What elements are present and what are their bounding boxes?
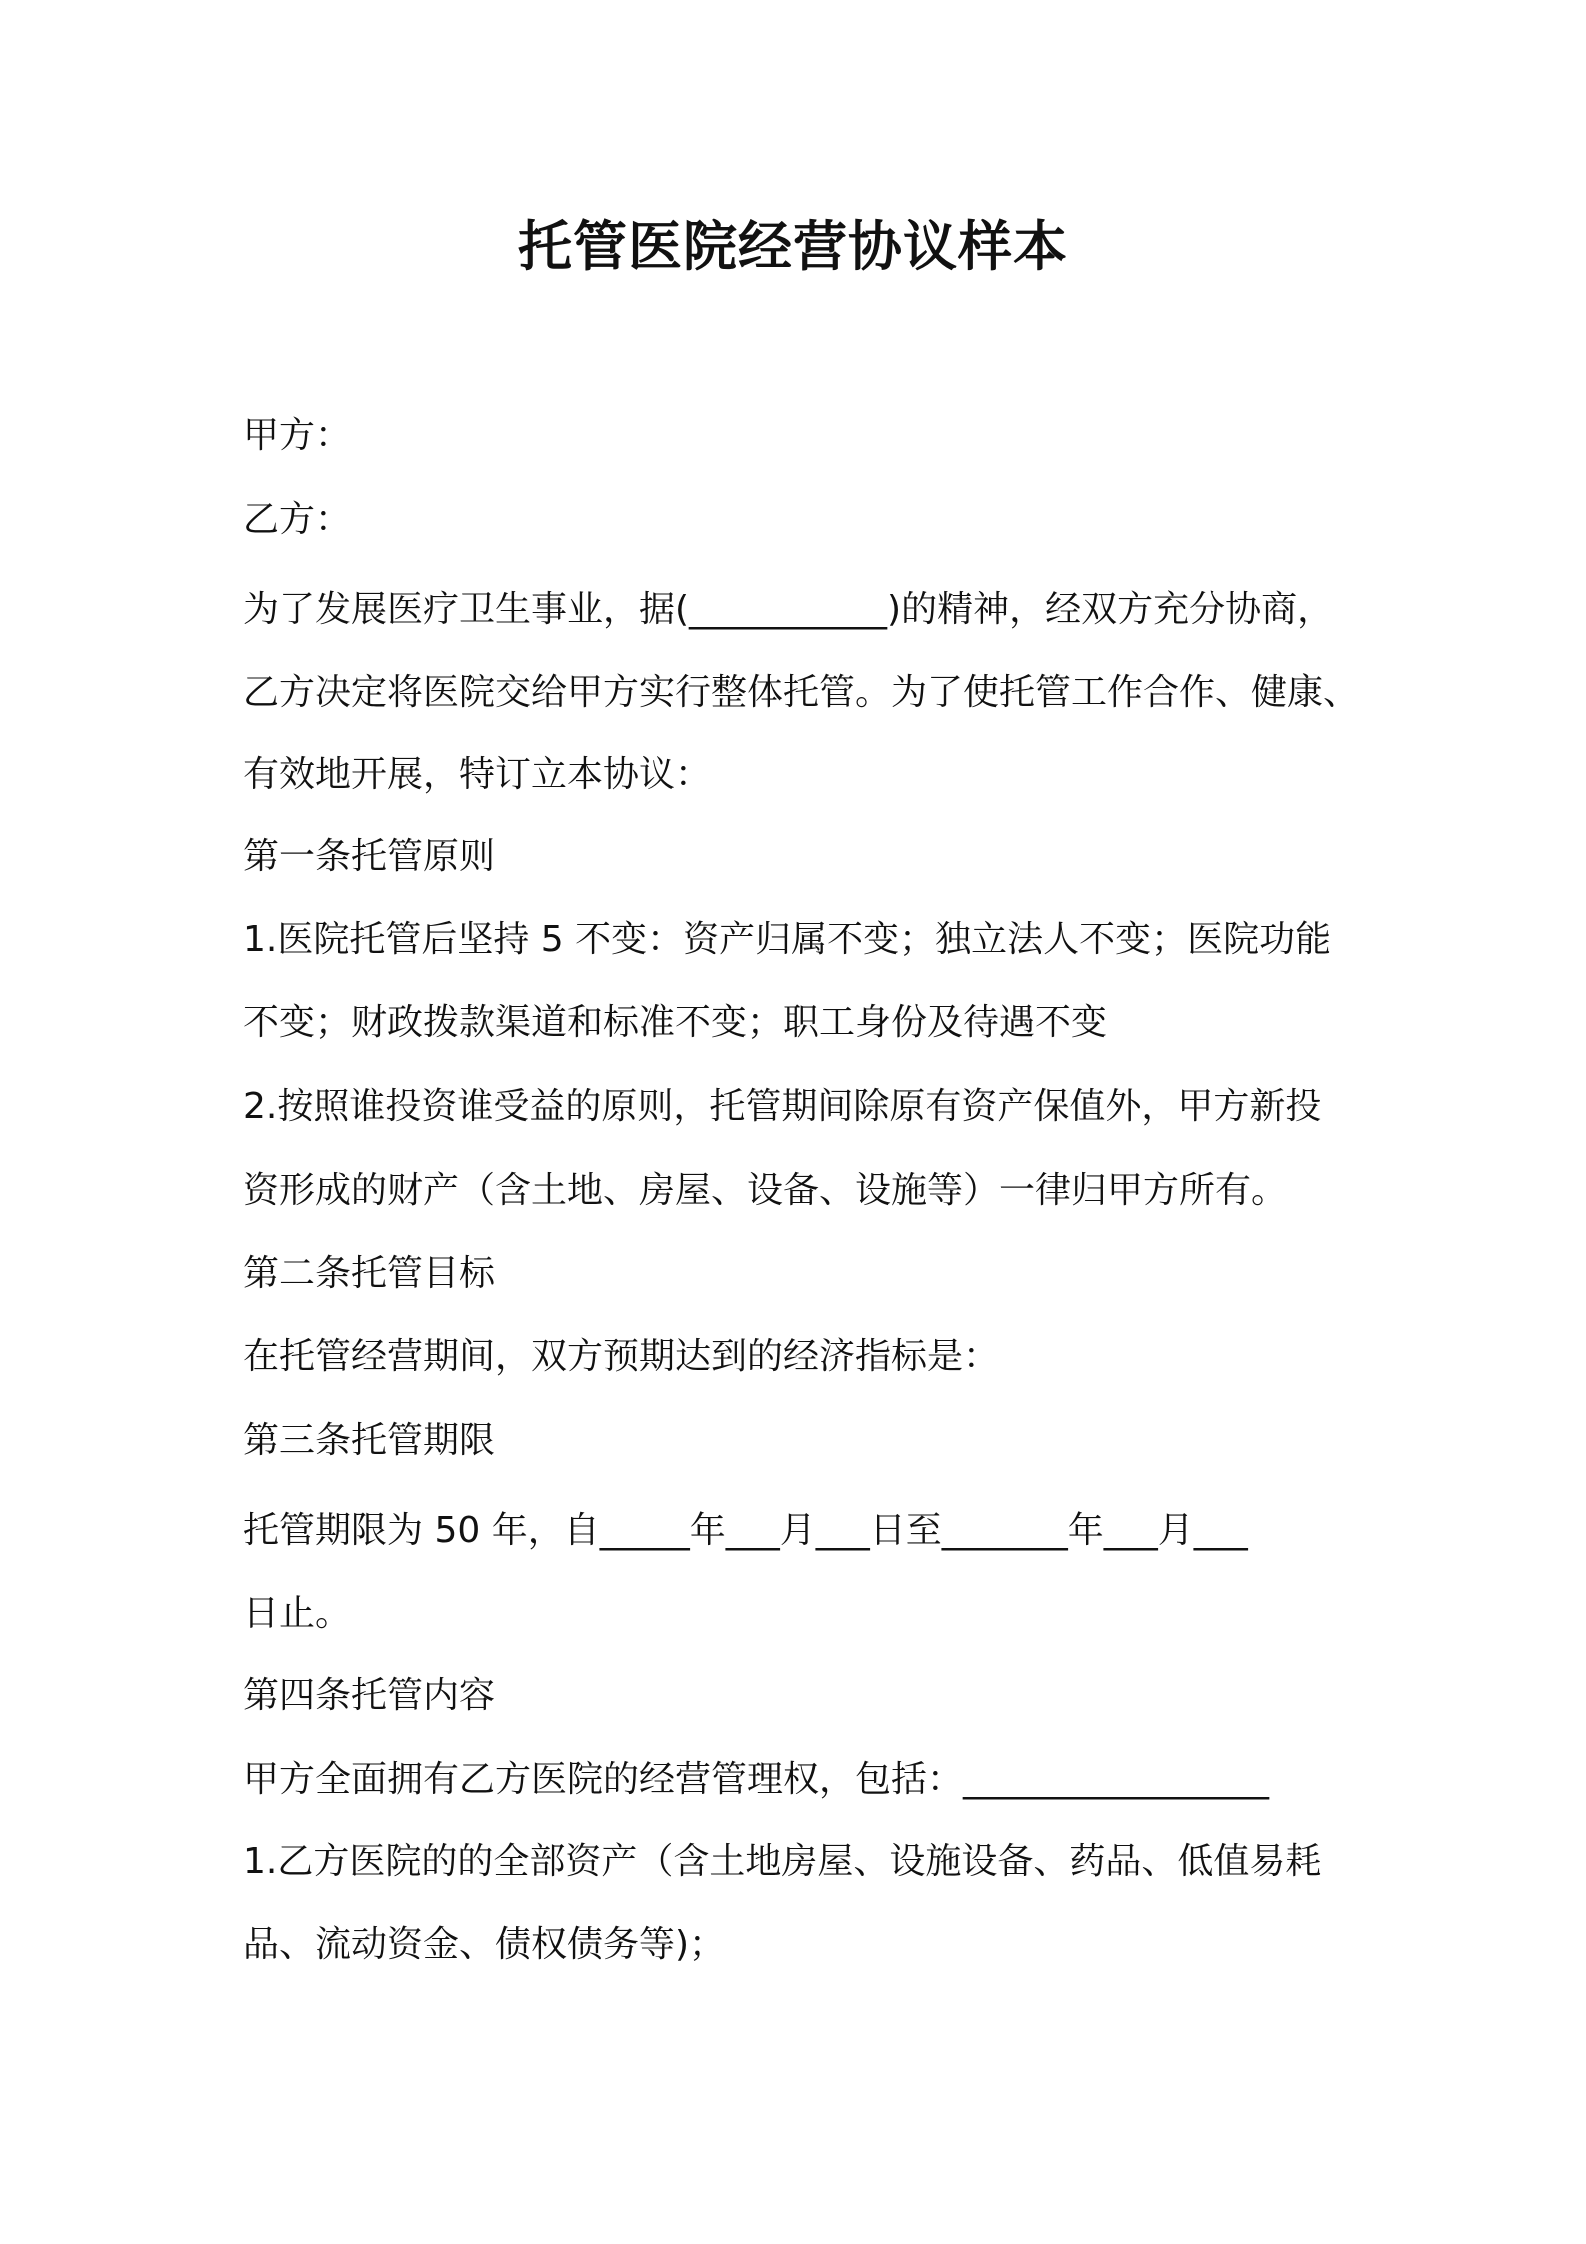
party-a-line: 甲方：	[243, 415, 352, 456]
article-4-item-1-line-2: 品、流动资金、债权债务等)；	[243, 1924, 726, 1965]
article-1-heading: 第一条托管原则	[243, 836, 496, 877]
preamble-line-1: 为了发展医疗卫生事业，据(___________)的精神，经双方充分协商，	[243, 589, 1334, 630]
article-3-heading: 第三条托管期限	[243, 1420, 496, 1461]
article-2-text: 在托管经营期间，双方预期达到的经济指标是：	[243, 1336, 1000, 1377]
article-1-item-1-line-1: 1.医院托管后坚持 5 不变：资产归属不变；独立法人不变；医院功能	[243, 919, 1332, 960]
preamble-line-2: 乙方决定将医院交给甲方实行整体托管。为了使托管工作合作、健康、	[243, 672, 1360, 713]
article-4-item-1-line-1: 1.乙方医院的的全部资产（含土地房屋、设施设备、药品、低值易耗	[243, 1841, 1322, 1882]
party-b-line: 乙方：	[243, 499, 352, 540]
document-title: 托管医院经营协议样本	[518, 215, 1068, 278]
article-3-term-line-1: 托管期限为 50 年，自_____年___月___日至_______年___月___	[243, 1510, 1248, 1551]
article-2-heading: 第二条托管目标	[243, 1253, 496, 1294]
article-3-term-line-2: 日止。	[243, 1593, 352, 1634]
article-4-intro: 甲方全面拥有乙方医院的经营管理权，包括：_________________	[243, 1759, 1270, 1800]
preamble-line-3: 有效地开展，特订立本协议：	[243, 754, 712, 795]
article-1-item-2-line-2: 资形成的财产（含土地、房屋、设备、设施等）一律归甲方所有。	[243, 1170, 1288, 1211]
article-4-heading: 第四条托管内容	[243, 1675, 496, 1716]
article-1-item-1-line-2: 不变；财政拨款渠道和标准不变；职工身份及待遇不变	[243, 1002, 1108, 1043]
article-1-item-2-line-1: 2.按照谁投资谁受益的原则，托管期间除原有资产保值外，甲方新投	[243, 1086, 1322, 1127]
